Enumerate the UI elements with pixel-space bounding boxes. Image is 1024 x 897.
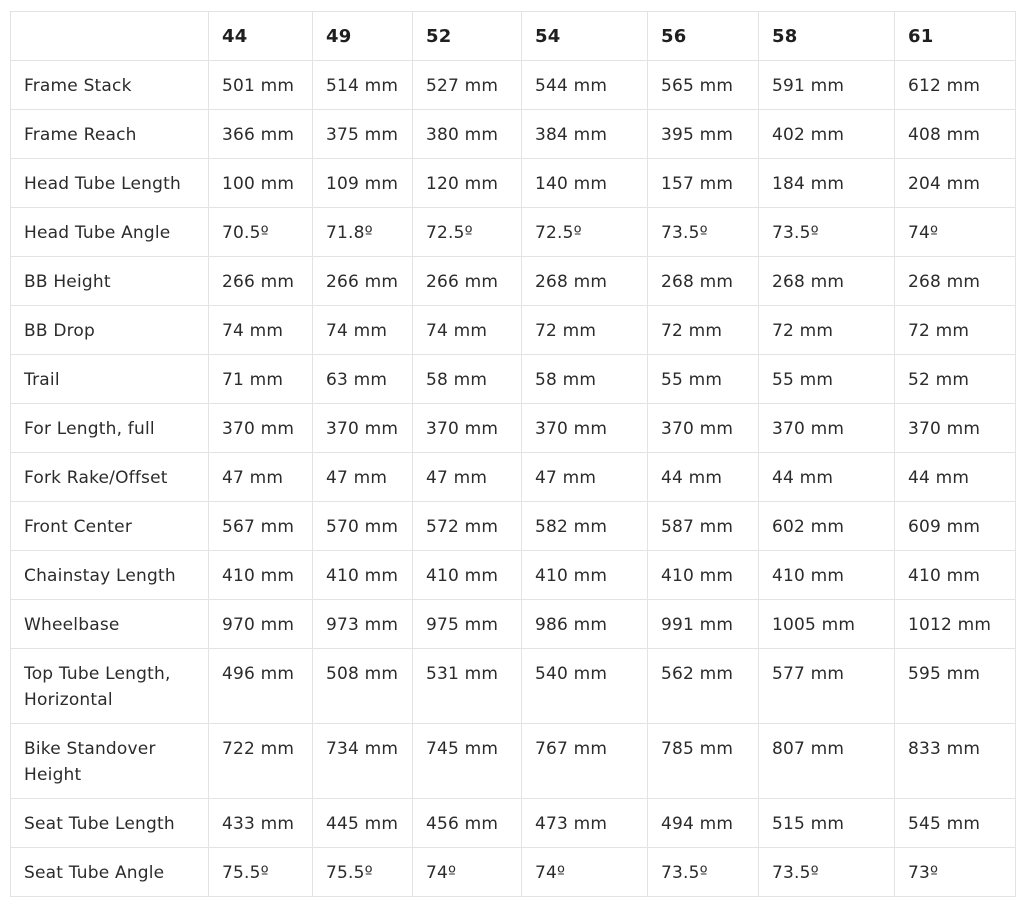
value-cell: 52 mm [895,355,1016,404]
value-cell: 1012 mm [895,600,1016,649]
value-cell: 75.5º [209,848,313,897]
table-row [11,61,1016,110]
table-row [11,306,1016,355]
value-cell: 74º [522,848,648,897]
table-row [11,257,1016,306]
value-cell: 184 mm [759,159,895,208]
value-cell: 370 mm [313,404,413,453]
value-cell: 268 mm [759,257,895,306]
value-cell: 508 mm [313,649,413,724]
value-cell: 44 mm [648,453,759,502]
value-cell: 47 mm [209,453,313,502]
value-cell: 410 mm [413,551,522,600]
value-cell: 380 mm [413,110,522,159]
value-cell: 587 mm [648,502,759,551]
value-cell: 562 mm [648,649,759,724]
value-cell: 986 mm [522,600,648,649]
value-cell: 55 mm [648,355,759,404]
row-label-cell: Head Tube Angle [11,208,209,257]
size-header-cell: 58 [759,12,895,61]
row-label-cell: BB Drop [11,306,209,355]
value-cell: 565 mm [648,61,759,110]
value-cell: 72.5º [413,208,522,257]
value-cell: 74 mm [313,306,413,355]
value-cell: 266 mm [209,257,313,306]
value-cell: 602 mm [759,502,895,551]
table-row [11,355,1016,404]
value-cell: 807 mm [759,724,895,799]
value-cell: 410 mm [648,551,759,600]
value-cell: 73.5º [648,208,759,257]
table-row [11,551,1016,600]
table-row [11,208,1016,257]
value-cell: 722 mm [209,724,313,799]
value-cell: 109 mm [313,159,413,208]
value-cell: 72 mm [895,306,1016,355]
value-cell: 366 mm [209,110,313,159]
value-cell: 545 mm [895,799,1016,848]
value-cell: 70.5º [209,208,313,257]
row-label-cell: Seat Tube Angle [11,848,209,897]
value-cell: 74 mm [413,306,522,355]
value-cell: 370 mm [895,404,1016,453]
value-cell: 410 mm [313,551,413,600]
value-cell: 395 mm [648,110,759,159]
value-cell: 591 mm [759,61,895,110]
value-cell: 833 mm [895,724,1016,799]
row-label-cell: Seat Tube Length [11,799,209,848]
value-cell: 1005 mm [759,600,895,649]
value-cell: 44 mm [759,453,895,502]
value-cell: 157 mm [648,159,759,208]
value-cell: 445 mm [313,799,413,848]
value-cell: 410 mm [209,551,313,600]
value-cell: 100 mm [209,159,313,208]
row-label-cell: Fork Rake/Offset [11,453,209,502]
value-cell: 567 mm [209,502,313,551]
table-row [11,453,1016,502]
value-cell: 767 mm [522,724,648,799]
value-cell: 402 mm [759,110,895,159]
geometry-table [10,11,1016,897]
size-header-cell: 61 [895,12,1016,61]
value-cell: 204 mm [895,159,1016,208]
value-cell: 527 mm [413,61,522,110]
value-cell: 140 mm [522,159,648,208]
value-cell: 73.5º [759,848,895,897]
value-cell: 268 mm [648,257,759,306]
row-label-cell: Wheelbase [11,600,209,649]
value-cell: 973 mm [313,600,413,649]
value-cell: 370 mm [648,404,759,453]
value-cell: 370 mm [209,404,313,453]
row-label-cell: Frame Reach [11,110,209,159]
value-cell: 410 mm [522,551,648,600]
table-row [11,600,1016,649]
value-cell: 501 mm [209,61,313,110]
value-cell: 408 mm [895,110,1016,159]
value-cell: 72.5º [522,208,648,257]
size-header-cell: 44 [209,12,313,61]
value-cell: 515 mm [759,799,895,848]
size-header-cell: 52 [413,12,522,61]
value-cell: 44 mm [895,453,1016,502]
value-cell: 540 mm [522,649,648,724]
row-label-cell: BB Height [11,257,209,306]
value-cell: 785 mm [648,724,759,799]
row-label-cell: Head Tube Length [11,159,209,208]
value-cell: 120 mm [413,159,522,208]
value-cell: 72 mm [648,306,759,355]
value-cell: 544 mm [522,61,648,110]
value-cell: 970 mm [209,600,313,649]
table-row [11,649,1016,724]
value-cell: 55 mm [759,355,895,404]
value-cell: 595 mm [895,649,1016,724]
value-cell: 73.5º [759,208,895,257]
table-row [11,799,1016,848]
value-cell: 74 mm [209,306,313,355]
table-row [11,724,1016,799]
value-cell: 71 mm [209,355,313,404]
value-cell: 375 mm [313,110,413,159]
row-label-cell: Frame Stack [11,61,209,110]
value-cell: 531 mm [413,649,522,724]
value-cell: 384 mm [522,110,648,159]
value-cell: 74º [895,208,1016,257]
table-row [11,502,1016,551]
value-cell: 268 mm [895,257,1016,306]
size-header-cell: 49 [313,12,413,61]
table-row [11,848,1016,897]
row-label-cell: Trail [11,355,209,404]
row-label-cell: Bike Standover Height [11,724,209,799]
table-body [11,61,1016,897]
row-label-cell: For Length, full [11,404,209,453]
header-row [11,12,1016,61]
value-cell: 370 mm [413,404,522,453]
value-cell: 433 mm [209,799,313,848]
value-cell: 266 mm [413,257,522,306]
value-cell: 268 mm [522,257,648,306]
value-cell: 72 mm [759,306,895,355]
value-cell: 266 mm [313,257,413,306]
row-label-cell: Front Center [11,502,209,551]
header-corner-cell [11,12,209,61]
table-row [11,110,1016,159]
value-cell: 496 mm [209,649,313,724]
value-cell: 609 mm [895,502,1016,551]
value-cell: 514 mm [313,61,413,110]
value-cell: 582 mm [522,502,648,551]
value-cell: 456 mm [413,799,522,848]
value-cell: 47 mm [522,453,648,502]
value-cell: 612 mm [895,61,1016,110]
value-cell: 570 mm [313,502,413,551]
table-row [11,404,1016,453]
value-cell: 577 mm [759,649,895,724]
size-header-cell: 56 [648,12,759,61]
value-cell: 473 mm [522,799,648,848]
value-cell: 74º [413,848,522,897]
value-cell: 991 mm [648,600,759,649]
value-cell: 734 mm [313,724,413,799]
table-row [11,159,1016,208]
value-cell: 572 mm [413,502,522,551]
value-cell: 975 mm [413,600,522,649]
value-cell: 75.5º [313,848,413,897]
value-cell: 47 mm [313,453,413,502]
value-cell: 47 mm [413,453,522,502]
value-cell: 494 mm [648,799,759,848]
size-header-cell: 54 [522,12,648,61]
value-cell: 72 mm [522,306,648,355]
value-cell: 370 mm [759,404,895,453]
row-label-cell: Top Tube Length, Horizontal [11,649,209,724]
value-cell: 745 mm [413,724,522,799]
row-label-cell: Chainstay Length [11,551,209,600]
value-cell: 58 mm [413,355,522,404]
value-cell: 71.8º [313,208,413,257]
value-cell: 410 mm [759,551,895,600]
value-cell: 410 mm [895,551,1016,600]
value-cell: 63 mm [313,355,413,404]
value-cell: 58 mm [522,355,648,404]
value-cell: 73.5º [648,848,759,897]
value-cell: 370 mm [522,404,648,453]
value-cell: 73º [895,848,1016,897]
